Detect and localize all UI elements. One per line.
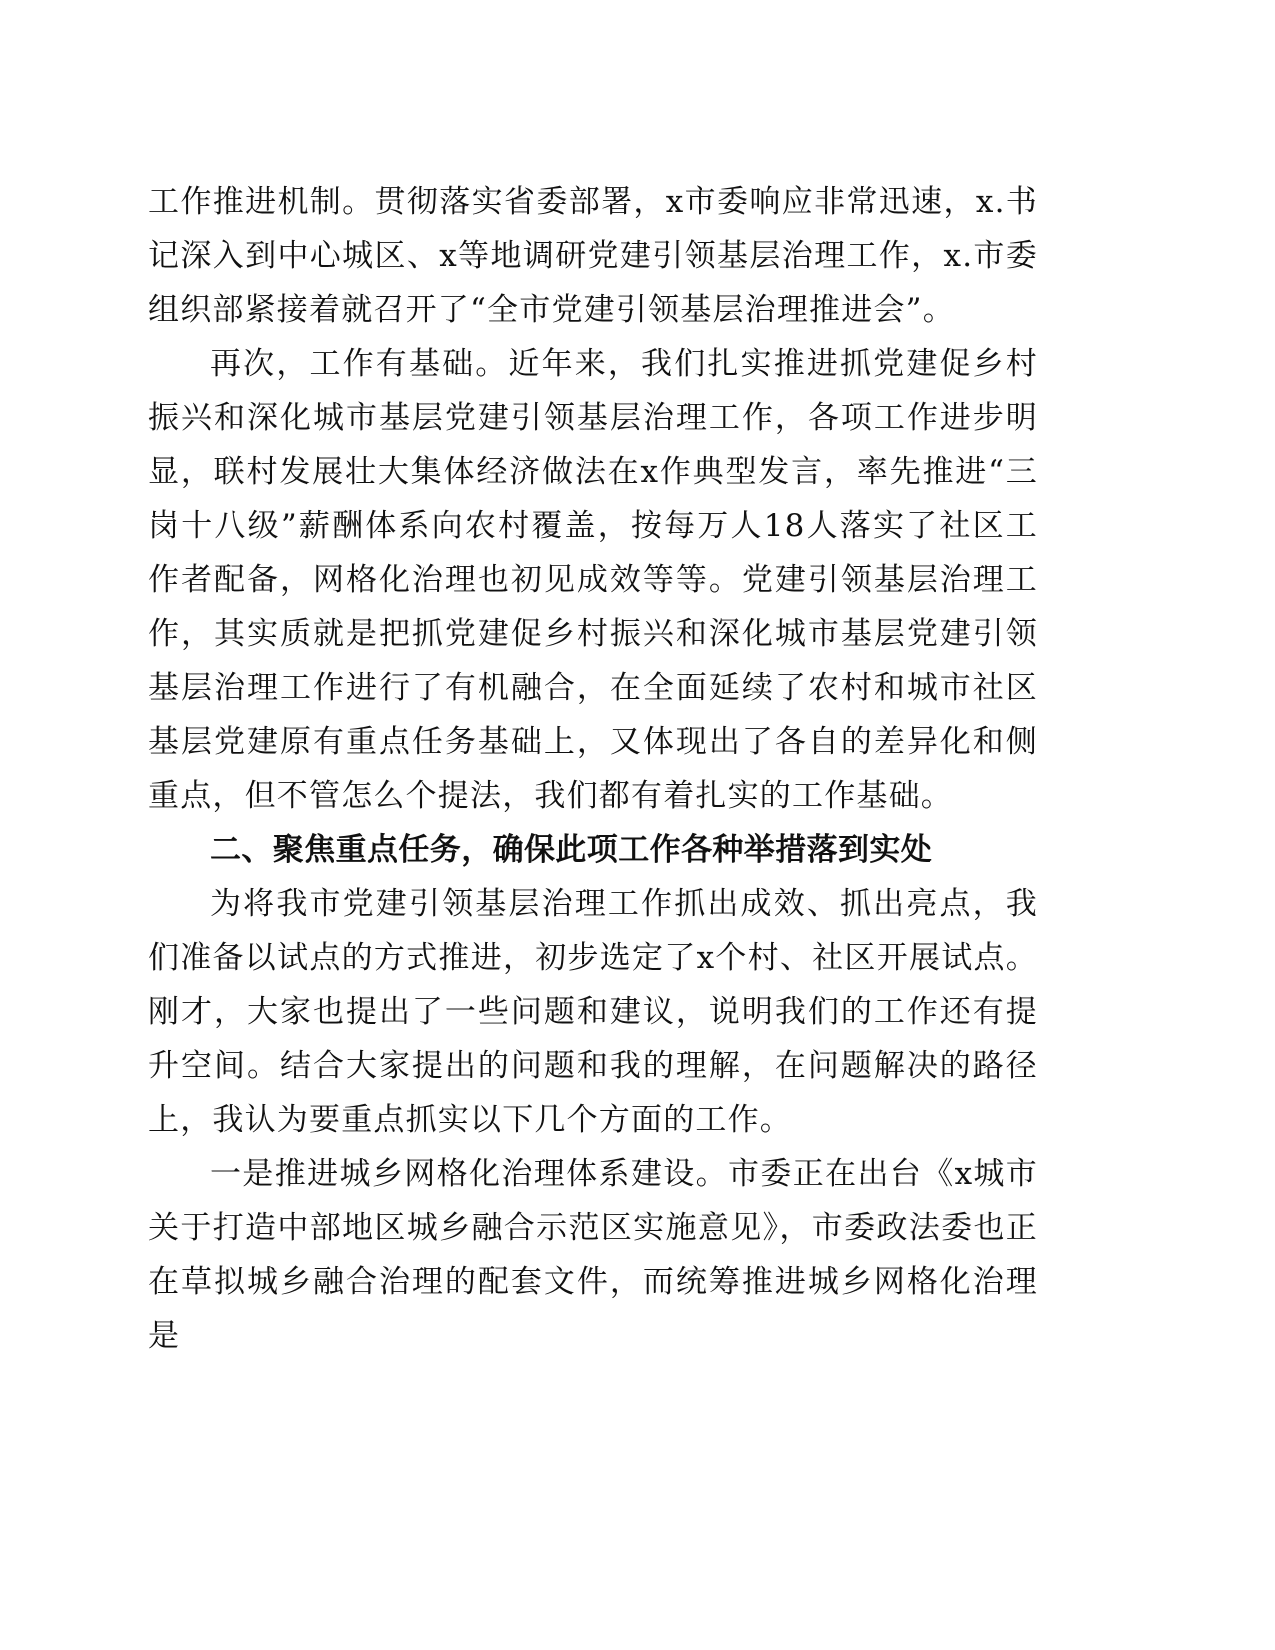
section-heading-key-tasks: 二、聚焦重点任务，确保此项工作各种举措落到实处 — [210, 832, 933, 868]
paragraph-pilot-plan: 为将我市党建引领基层治理工作抓出成效、抓出亮点，我们准备以试点的方式推进，初步选定了x个村、社区开展试点。刚才，大家也提出了一些问题和建议，说明我们的工作还有提升空间。结合大家提出的问题和我的理解，在问题解决的路径上，我认为要重点抓实以下几个方面的工作。 — [148, 886, 1038, 1138]
paragraph-work-mechanism: 工作推进机制。贯彻落实省委部署，x市委响应非常迅速，x.书记深入到中心城区、x等地调研党建引领基层治理工作，x.市委组织部紧接着就召开了“全市党建引领基层治理推进会”。 — [148, 184, 1038, 328]
paragraph-grid-governance: 一是推进城乡网格化治理体系建设。市委正在出台《x城市关于打造中部地区城乡融合示范区实施意见》，市委政法委也正在草拟城乡融合治理的配套文件，而统筹推进城乡网格化治理是 — [148, 1156, 1038, 1354]
document-page — [148, 175, 1038, 1363]
paragraph-work-foundation: 再次，工作有基础。近年来，我们扎实推进抓党建促乡村振兴和深化城市基层党建引领基层治理工作，各项工作进步明显，联村发展壮大集体经济做法在x作典型发言，率先推进“三岗十八级”薪酬体系向农村覆盖，按每万人18人落实了社区工作者配备，网格化治理也初见成效等等。党建引领基层治理工作，其实质就是把抓党建促乡村振兴和深化城市基层党建引领基层治理工作进行了有机融合，在全面延续了农村和城市社区基层党建原有重点任务基础上，又体现出了各自的差异化和侧重点，但不管怎么个提法，我们都有着扎实的工作基础。 — [148, 346, 1038, 814]
